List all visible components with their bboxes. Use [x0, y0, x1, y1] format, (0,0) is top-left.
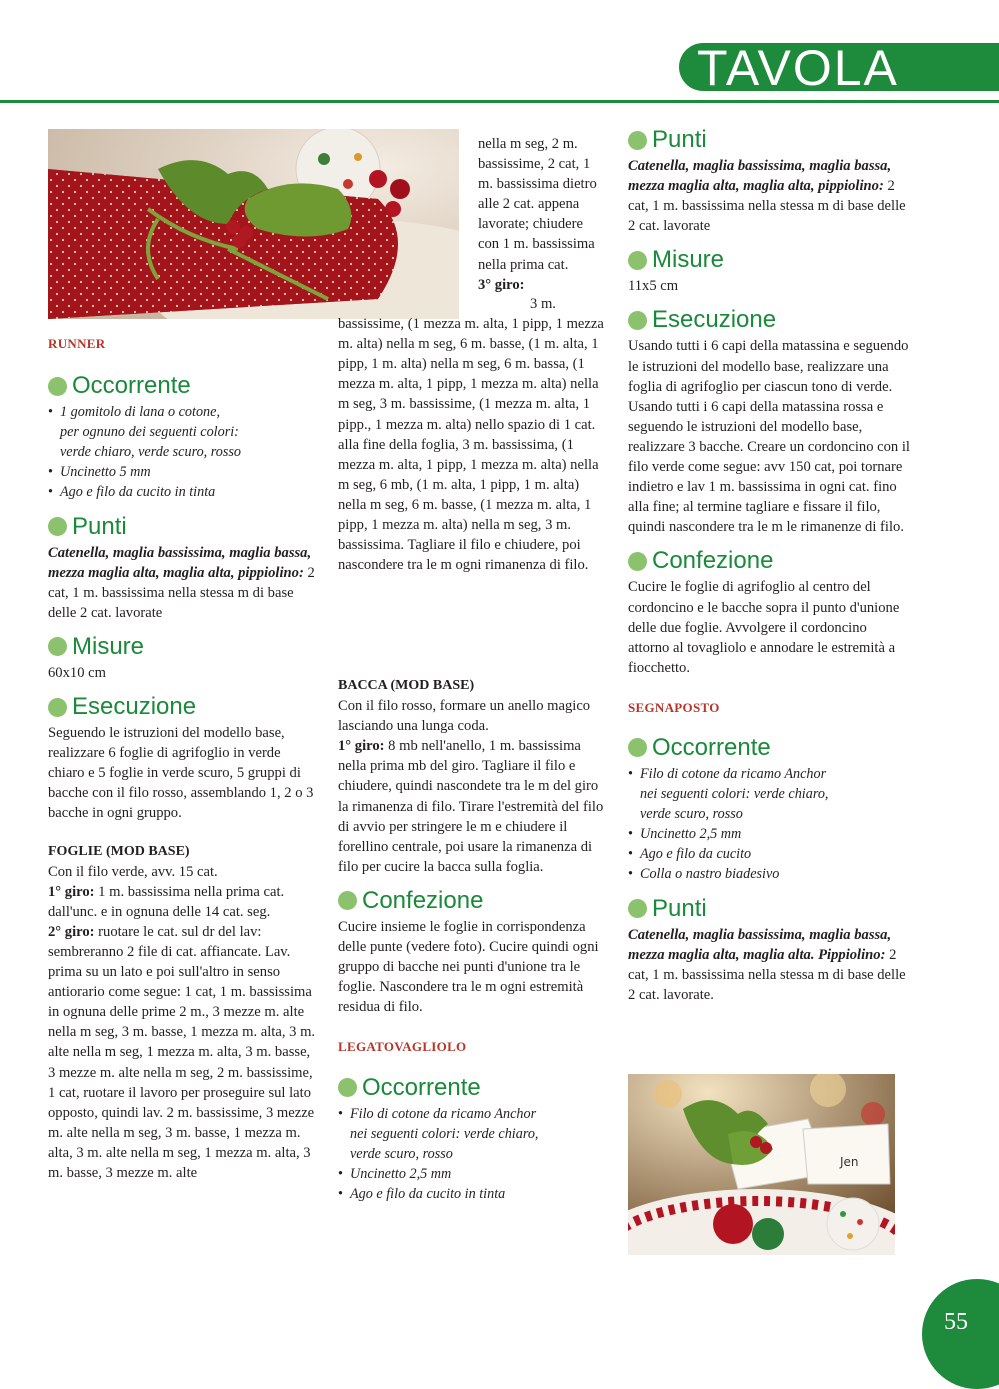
- giro3-paragraph: [478, 275, 606, 295]
- foglie-heading: FOGLIE (MOD BASE): [48, 843, 190, 859]
- list-item: • Uncinetto 5 mm: [48, 462, 316, 482]
- bullet-dot-icon: [628, 131, 647, 150]
- bacca-heading: BACCA (MOD BASE): [338, 678, 475, 693]
- napkin-ring-illustration: [48, 129, 459, 319]
- bullet-dot-icon: [628, 899, 647, 918]
- list-item: • Ago e filo da cucito in tinta: [48, 482, 316, 502]
- materials-list: [628, 764, 910, 885]
- list-item: • Uncinetto 2,5 mm: [628, 824, 910, 844]
- bacca-intro: Con il filo rosso, formare un anello magico lasciando una lunga coda.: [338, 698, 591, 735]
- heading-confezione: Confezione: [628, 547, 910, 575]
- bullet-dot-icon: [628, 251, 647, 270]
- col2-continuation: [478, 134, 606, 295]
- list-item: • 1 gomitolo di lana o cotone, per ognuno dei seguenti colori: verde chiaro, verde scuro, rosso: [48, 402, 316, 462]
- esecuzione-text: Seguendo le istruzioni del modello base, realizzare 6 foglie di agrifoglio in verde chiaro e 5 foglie in verde scuro, 5 gruppi di bacche con il filo rosso, assemblando 1, 2 o 3 bacche in ogni gruppo.: [48, 725, 314, 822]
- materials-list: [338, 1104, 606, 1204]
- punti-text: Catenella, maglia bassissima, maglia bassa, mezza maglia alta, maglia alta. Pippiolino: 2 cat, 1 m. bassissima nella stessa m di base delle 2 cat. lavorate.: [628, 926, 906, 1003]
- card-name-jen: Jen: [840, 1155, 859, 1169]
- heading-punti: Punti: [628, 895, 910, 923]
- page-title: TAVOLA: [697, 40, 899, 96]
- bullet-dot-icon: [48, 637, 67, 656]
- confezione-text: Cucire insieme le foglie in corrispondenza delle punte (vedere foto). Cucire quindi ogni gruppo di bacche nei punti d'unione tra le foglie. Nascondere tra le m ogni estremità residua di filo.: [338, 918, 599, 1016]
- place-card-photo: [628, 1074, 895, 1255]
- punti-text: Catenella, maglia bassissima, maglia bassa, mezza maglia alta, maglia alta, pippiolino: 2 cat, 1 m. bassissima nella stessa m di base delle 2 cat. lavorate: [628, 158, 906, 235]
- heading-occorrente: Occorrente: [628, 734, 910, 762]
- col3: [628, 126, 910, 1005]
- list-item: • Filo di cotone da ricamo Anchor nei seguenti colori: verde chiaro, verde scuro, rosso: [338, 1104, 606, 1164]
- heading-misure: Misure: [48, 633, 316, 661]
- list-item: • Colla o nastro biadesivo: [628, 864, 910, 884]
- heading-occorrente: Occorrente: [48, 372, 316, 400]
- bullet-dot-icon: [48, 377, 67, 396]
- header-rule: [0, 100, 999, 103]
- napkin-ring-photo: [48, 129, 459, 319]
- list-item: • Ago e filo da cucito: [628, 844, 910, 864]
- heading-misure: Misure: [628, 246, 910, 274]
- section-segnaposto: SEGNAPOSTO: [628, 699, 720, 715]
- esecuzione-text: Usando tutti i 6 capi della matassina e seguendo le istruzioni del modello base, realizzare una foglia di agrifoglio per ciascun tono di verde. Usando tutti i 6 capi della matassina rossa e seguendo le istruzioni del modello base, realizzare 3 bacche. Creare un cordoncino con il filo verde come segue: avv 150 cat, poi tornare indietro e lav 1 m. bassissima in ogni cat. fino alla fine; al termine tagliare e fissare il filo, quindi nascondere tra le m le rimanenze di filo.: [628, 338, 910, 536]
- col1: [48, 334, 316, 1183]
- giro3-text: 3 m. bassissime, (1 mezza m. alta, 1 pipp, 1 mezza m. alta) nella m seg, 6 m. basse, (1 m. alta, 1 pipp, 1 m. alta) nella m seg, 6 m. bassa, (1 mezza m. alta, 1 pipp, 1 mezza m. alta) nella m seg, 3 m. bassissime, (1 mezza m. alta, 1 pipp., 1 mezza m. alta) nello spazio di 1 cat. alla fine della foglia, 3 m. bassissima, (1 mezza m. alta, 1 pipp, 1 mezza m. alta) nella m seg, 6 mb, (1 m. alta, 1 pipp, 1 m. alta) nella m seg, 6 m. basse, (1 mezza m. alta, 1 pipp, 1 mezza m. alta) nella m seg, 3 m. bassissima. Tagliare il filo e chiudere, poi nascondere tra le m ogni rimanenza di filo.: [338, 296, 604, 574]
- bullet-dot-icon: [338, 1078, 357, 1097]
- page-number: 55: [944, 1309, 968, 1335]
- heading-punti: Punti: [48, 513, 316, 541]
- bullet-dot-icon: [628, 552, 647, 571]
- giro2-text: 2° giro: ruotare le cat. sul dr del lav: sembreranno 2 file di cat. affiancate. Lav. prima su un lato e poi sull'altro in senso antiorario come segue: 1 cat, 1 m. bassissima in ognuna delle prime 2 m., 3 mezze m. alte nella m seg, 3 m. basse, 1 mezza m. alta, 3 m. alte nella m seg, 1 mezza m. alta, 3 m. basse, 3 mezze m. alte nella m seg, 2 m. bassissime, 1 cat, ruotare il lavoro per proseguire sul lato opposto, quindi lav. 2 m. bassissime, 3 mezze m. alte nella m seg, 3 m. basse, 1 mezza m. alta, 3 m. alte nella m seg, 1 mezza m. alta, 3 m. basse, 3 mezze m. alte: [48, 923, 316, 1181]
- col2: [338, 676, 606, 1204]
- giro3-label: 3° giro:: [478, 276, 525, 293]
- list-item: • Uncinetto 2,5 mm: [338, 1164, 606, 1184]
- list-item: • Ago e filo da cucito in tinta: [338, 1184, 606, 1204]
- place-card-illustration: [628, 1074, 895, 1255]
- giro1-text: 1° giro: 1 m. bassissima nella prima cat. dall'unc. e in ognuna delle 14 cat. seg.: [48, 883, 285, 920]
- section-legatovagliolo: LEGATOVAGLIOLO: [338, 1039, 467, 1055]
- heading-occorrente: Occorrente: [338, 1074, 606, 1102]
- heading-confezione: Confezione: [338, 887, 606, 915]
- heading-punti: Punti: [628, 126, 910, 154]
- bacca-giro1-text: 1° giro: 8 mb nell'anello, 1 m. bassissima nella prima mb del giro. Tagliare il filo e chiudere, quindi nascondete tra le m del giro la rimanenza di filo. Tirare l'estremità del filo di avvio per stringere le m e chiudere il forellino centrale, poi usare la rimanenza di filo per cucire la bacca sulla foglia.: [338, 738, 604, 875]
- bullet-dot-icon: [628, 738, 647, 757]
- bullet-dot-icon: [628, 311, 647, 330]
- heading-esecuzione: Esecuzione: [628, 306, 910, 334]
- misure-text: 60x10 cm: [48, 664, 106, 681]
- bullet-dot-icon: [48, 517, 67, 536]
- materials-list: [48, 402, 316, 502]
- section-runner: RUNNER: [48, 336, 106, 351]
- body-text: nella m seg, 2 m. bassissime, 2 cat, 1 m. bassissima dietro alle 2 cat. appena lavorate; chiudere con 1 m. bassissima nella prima cat.: [478, 136, 597, 273]
- confezione-text: Cucire le foglie di agrifoglio al centro del cordoncino e le bacche sopra il punto d'unione delle due foglie. Avvolgere il cordoncino attorno al tovagliolo e annodare le estremità a fiocchetto.: [628, 579, 900, 676]
- punti-text: Catenella, maglia bassissima, maglia bassa, mezza maglia alta, maglia alta, pippiolino: 2 cat, 1 m. bassissima nella stessa m di base delle 2 cat. lavorate: [48, 544, 315, 621]
- foglie-intro: Con il filo verde, avv. 15 cat.: [48, 863, 218, 880]
- bullet-dot-icon: [338, 891, 357, 910]
- bullet-dot-icon: [48, 698, 67, 717]
- heading-esecuzione: Esecuzione: [48, 693, 316, 721]
- list-item: • Filo di cotone da ricamo Anchor nei seguenti colori: verde chiaro, verde scuro, rosso: [628, 764, 910, 824]
- misure-text: 11x5 cm: [628, 278, 679, 295]
- col2-giro3-text: [338, 294, 606, 575]
